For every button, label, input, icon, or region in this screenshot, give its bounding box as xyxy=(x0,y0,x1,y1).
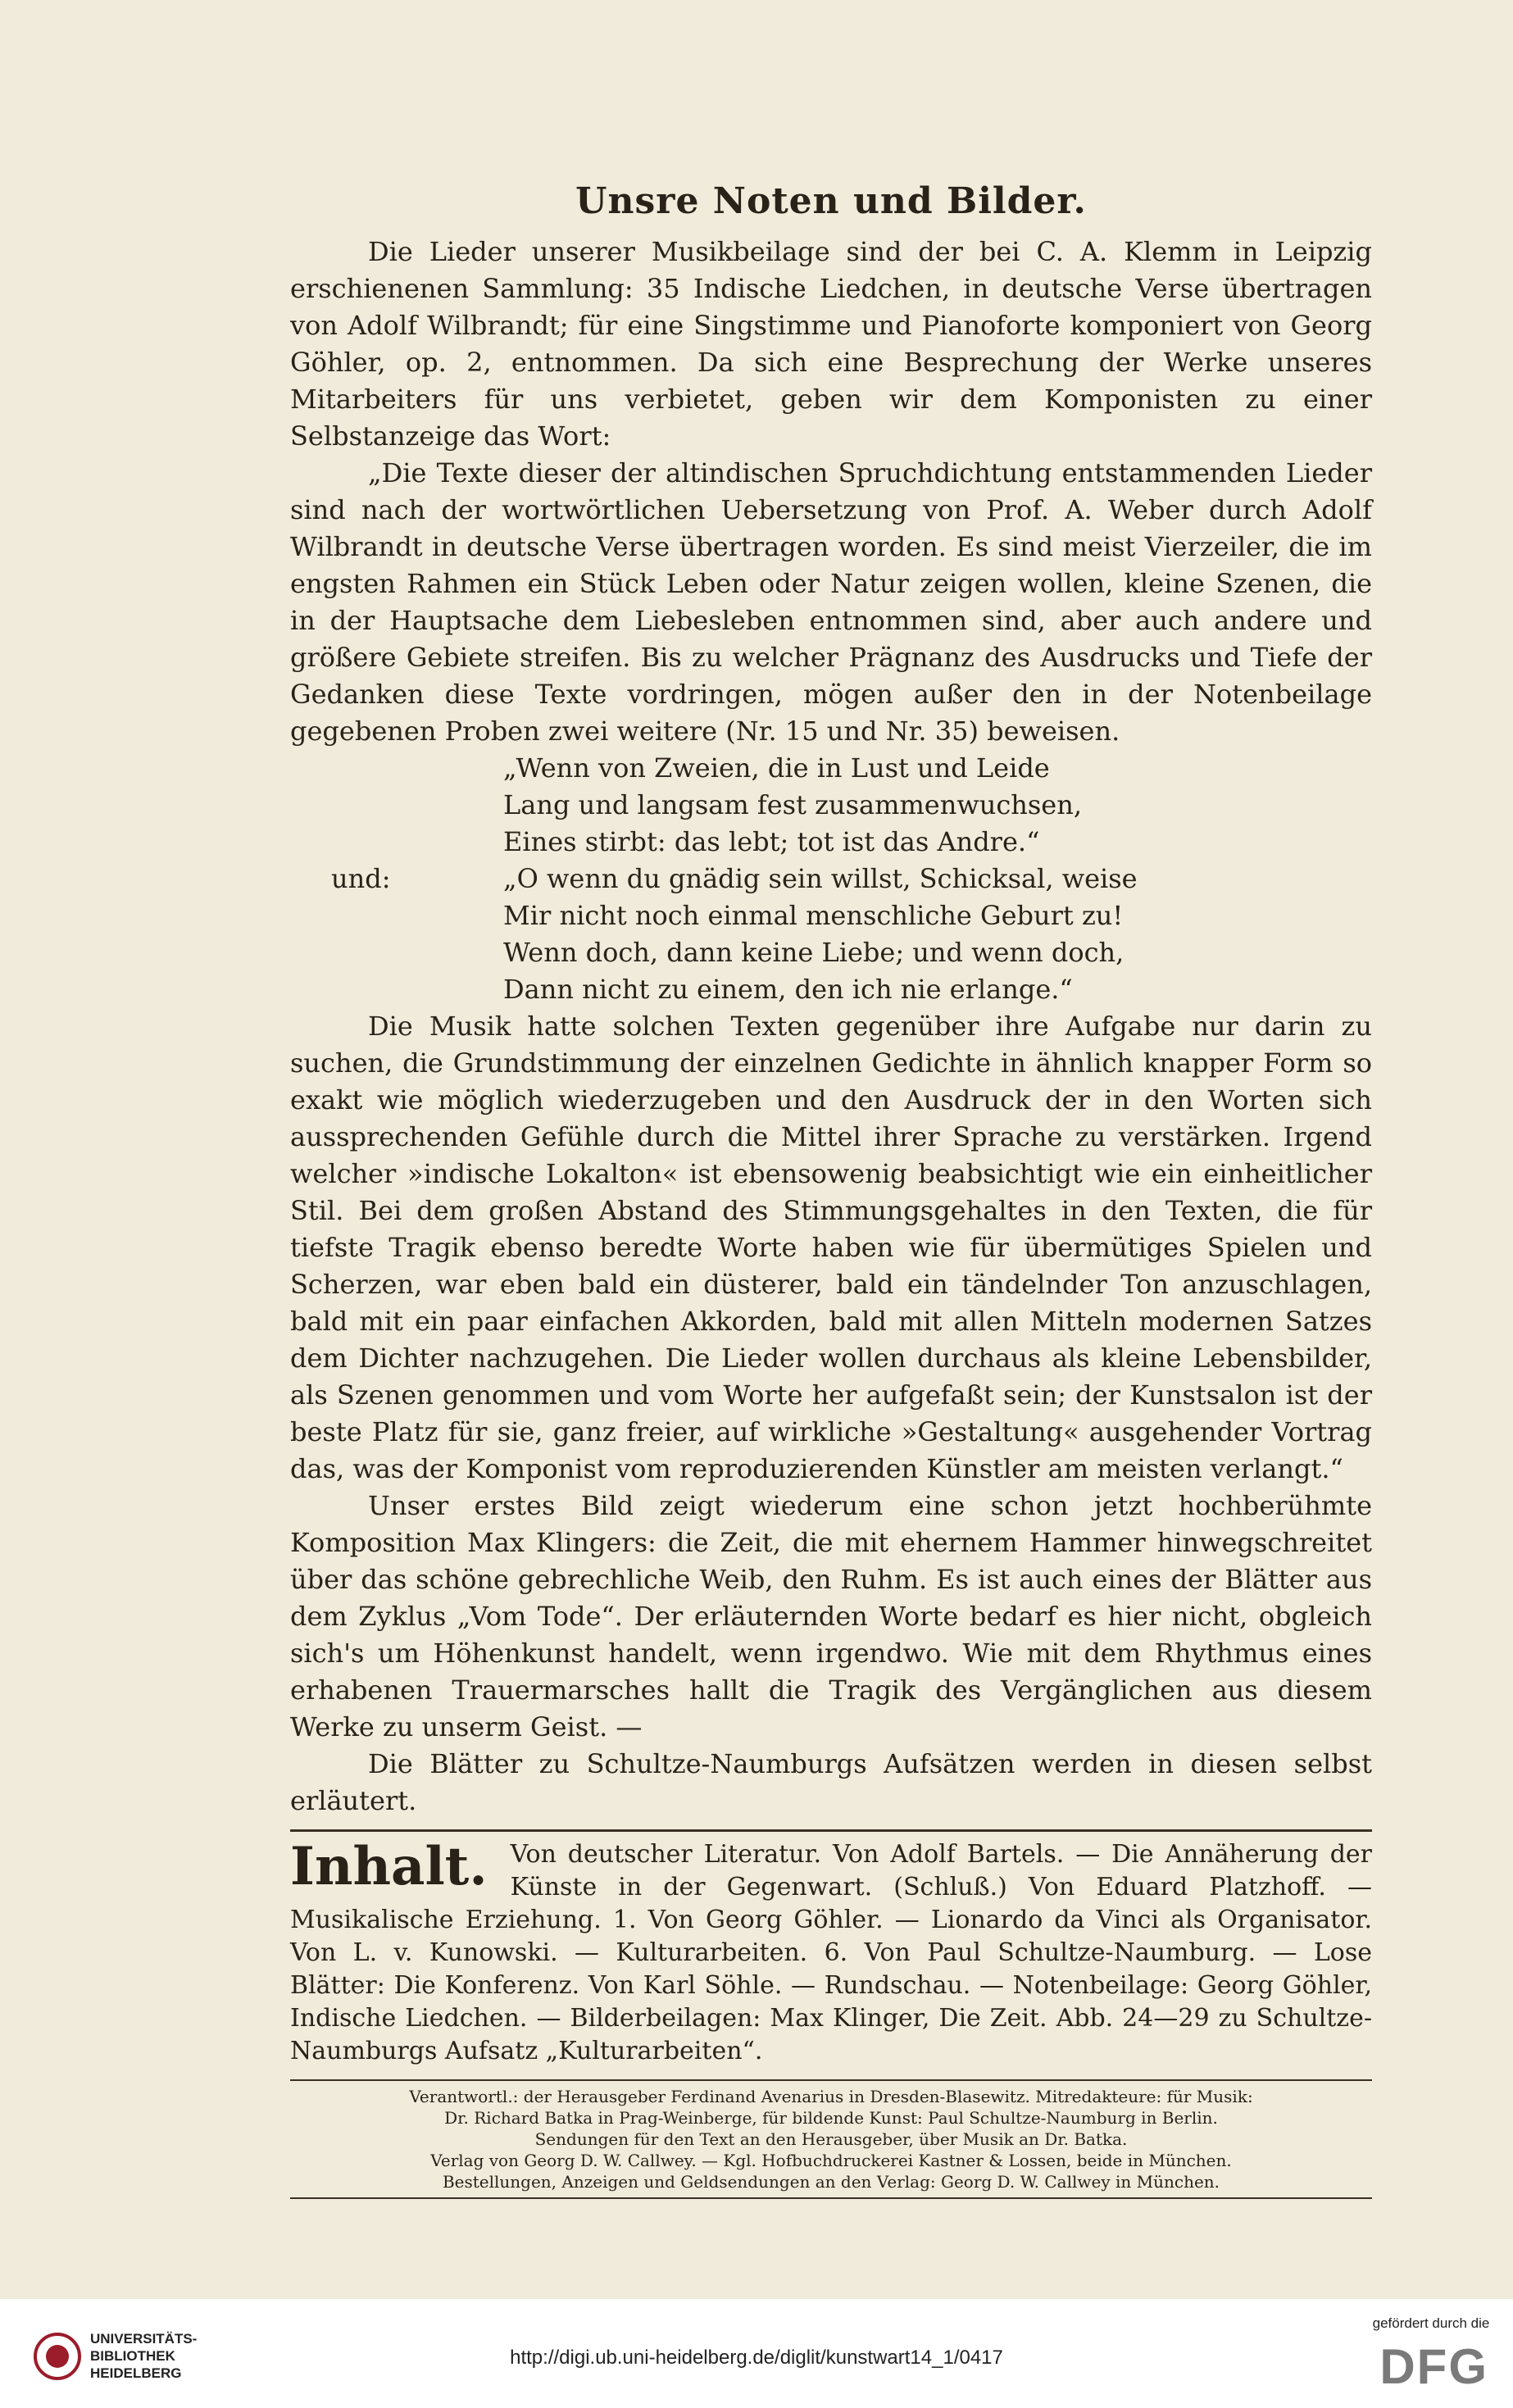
contents-text: Von deutscher Literatur. Von Adolf Bartels. — Die Annäherung der Künste in der Gegenwart. (Schluß.) Von Eduard Platzhoff. — Musikalische Erziehung. 1. Von Georg Göhler. — Lionardo da Vinci als Organisator. Von L. v. Kunowski. — Kulturarbeiten. 6. Von Paul Schultze-Naumburg. — Lose Blätter: Die Konferenz. Von Karl Söhle. — Rundschau. — Notenbeilage: Georg Göhler, Indische Liedchen. — Bilderbeilagen: Max Klinger, Die Zeit. Abb. 24—29 zu Schultze-Naumburgs Aufsatz „Kulturarbeiten“. xyxy=(290,1840,1372,2065)
imprint xyxy=(290,2079,1372,2199)
paragraph-1: Die Lieder unserer Musikbeilage sind der bei C. A. Klemm in Leipzig erschienenen Sammlung: 35 Indische Liedchen, in deutsche Verse übertragen von Adolf Wilbrandt; für eine Singstimme und Pianoforte komponiert von Georg Göhler, op. 2, entnommen. Da sich eine Besprechung der Werke unseres Mitarbeiters für uns verbietet, geben wir dem Komponisten zu einer Selbstanzeige das Wort: xyxy=(290,236,1372,452)
table-of-contents xyxy=(290,1838,1372,2068)
imprint-line: Dr. Richard Batka in Prag-Weinberge, für bildende Kunst: Paul Schultze-Naumburg in Berlin. xyxy=(444,2108,1218,2128)
paragraph-2: „Die Texte dieser der altindischen Spruchdichtung entstammenden Lieder sind nach der wortwörtlichen Uebersetzung von Prof. A. Weber durch Adolf Wilbrandt in deutsche Verse übertragen worden. Es sind meist Vierzeiler, die im engsten Rahmen ein Stück Leben oder Natur zeigen wollen, kleine Szenen, die in der Hauptsache dem Liebesleben entnommen sind, aber auch andere und größere Gebiete streifen. Bis zu welcher Prägnanz des Ausdrucks und Tiefe der Gedanken diese Texte vordringen, mögen außer den in der Notenbeilage gegebenen Proben zwei weitere (Nr. 15 und Nr. 35) beweisen. xyxy=(290,457,1372,747)
verse-line: „Wenn von Zweien, die in Lust und Leide xyxy=(503,752,1050,784)
funding-caption: gefördert durch die xyxy=(1372,2315,1490,2331)
verse-1 xyxy=(290,750,1372,861)
paragraph-4: Unser erstes Bild zeigt wiederum eine schon jetzt hochberühmte Komposition Max Klingers: die Zeit, die mit ehernem Hammer hinwegschreitet über das schöne gebrechliche Weib, den Ruhm. Es ist auch eines der Blätter aus dem Zyklus „Vom Tode“. Der erläuternden Worte bedarf es hier nicht, obgleich sich's um Höhenkunst handelt, wenn irgendwo. Wie mit dem Rhythmus eines erhabenen Trauermarsches hallt die Tragik des Vergänglichen aus diesem Werke zu unserm Geist. — xyxy=(290,1490,1372,1742)
section-divider xyxy=(290,1829,1372,1832)
imprint-line: Bestellungen, Anzeigen und Geldsendungen an den Verlag: Georg D. W. Callwey in München. xyxy=(442,2172,1220,2192)
verse-line: „O wenn du gnädig sein willst, Schicksal, weise xyxy=(503,863,1138,894)
paragraph-3: Die Musik hatte solchen Texten gegenüber ihre Aufgabe nur darin zu suchen, die Grundstimmung der einzelnen Gedichte in ähnlich knapper Form so exakt wie möglich wiederzugeben und den Ausdruck der in den Worten sich aussprechenden Gefühle durch die Mittel ihrer Sprache zu verstärken. Irgend welcher »indische Lokalton« ist ebensowenig beabsichtigt wie ein einheitlicher Stil. Bei dem großen Abstand des Stimmungsgehaltes in den Texten, die für tiefste Tragik ebenso beredte Worte haben wie für übermütiges Spielen und Scherzen, war eben bald ein düsterer, bald ein tändelnder Ton anzuschlagen, bald mit ein paar einfachen Akkorden, bald mit allen Mitteln modernen Satzes dem Dichter nachzugehen. Die Lieder wollen durchaus als kleine Lebensbilder, als Szenen genommen und vom Worte her aufgefaßt sein; der Kunstsalon ist der beste Platz für sie, ganz freier, auf wirkliche »Gestaltung« ausgehender Vortrag das, was der Komponist vom reproduzierenden Künstler am meisten verlangt.“ xyxy=(290,1011,1372,1484)
permalink-url[interactable]: http://digi.ub.uni-heidelberg.de/diglit/kunstwart14_1/0417 xyxy=(510,2347,1003,2369)
verse-label: und: xyxy=(331,863,391,894)
page-content xyxy=(290,180,1372,2199)
library-name-line: UNIVERSITÄTS- xyxy=(90,2331,198,2347)
library-name-line: HEIDELBERG xyxy=(90,2365,182,2381)
verse-line: Wenn doch, dann keine Liebe; und wenn doch, xyxy=(503,937,1125,968)
verse-line: Eines stirbt: das lebt; tot ist das Andre.“ xyxy=(503,826,1040,857)
viewer-footer xyxy=(0,2299,1513,2408)
verse-line: Dann nicht zu einem, den ich nie erlange.“ xyxy=(503,974,1073,1005)
verse-line: Mir nicht noch einmal menschliche Geburt zu! xyxy=(503,900,1124,931)
paragraph-5: Die Blätter zu Schultze-Naumburgs Aufsätzen werden in diesen selbst erläutert. xyxy=(290,1748,1372,1816)
article-title: Unsre Noten und Bilder. xyxy=(575,180,1087,222)
library-name-line: BIBLIOTHEK xyxy=(90,2348,175,2364)
imprint-line: Verantwortl.: der Herausgeber Ferdinand Avenarius in Dresden-Blasewitz. Mitredakteure: für Musik: xyxy=(409,2087,1253,2106)
verse-2 xyxy=(290,861,1372,1008)
verse-line: Lang und langsam fest zusammenwuchsen, xyxy=(503,789,1082,820)
imprint-line: Sendungen für den Text an den Herausgeber, über Musik an Dr. Batka. xyxy=(534,2129,1128,2149)
dfg-logo: DFG xyxy=(1379,2339,1488,2394)
contents-heading: Inhalt. xyxy=(290,1836,488,1897)
imprint-line: Verlag von Georg D. W. Callwey. — Kgl. Hofbuchdruckerei Kastner & Lossen, beide in München. xyxy=(430,2151,1232,2170)
